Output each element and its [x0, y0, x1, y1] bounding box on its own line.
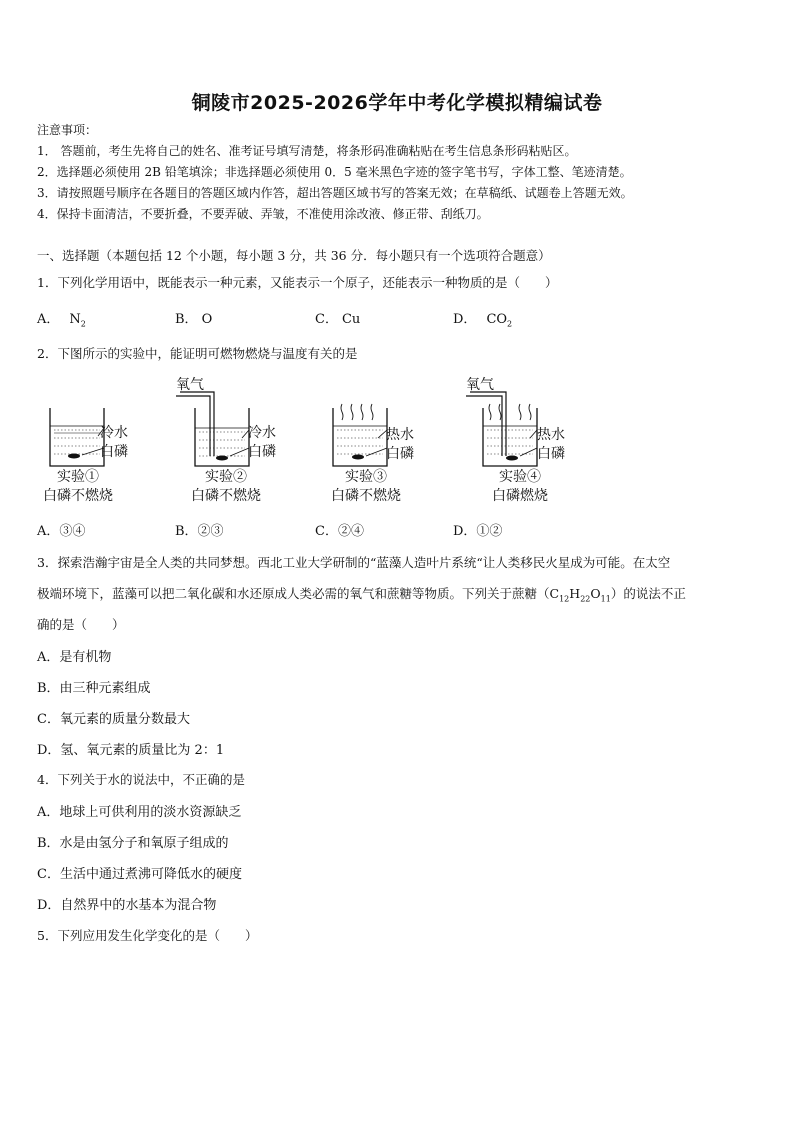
q2-option-a[interactable]: A．③④ [37, 524, 86, 539]
q2-option-b[interactable]: B．②③ [175, 524, 224, 539]
q1-option-c[interactable]: C． Cu [315, 312, 361, 327]
exp1-result: 白磷不燃烧 [43, 488, 113, 504]
notice-item-2: 2．选择题必须使用 2B 铅笔填涂；非选择题必须使用 0．5 毫米黑色字迹的签字笔书写，字体工整、笔迹清楚。 [37, 165, 632, 179]
exp4-water-label: 热水 [537, 427, 565, 443]
exp1-phosphorus-label: 白磷 [100, 444, 128, 460]
oxygen-label-2: 氧气 [176, 377, 204, 393]
q3-option-a[interactable]: A．是有机物 [37, 650, 112, 665]
exp4-phosphorus-label: 白磷 [537, 446, 565, 462]
exp3-water-label: 热水 [386, 427, 414, 443]
beaker-1 [50, 408, 104, 466]
q1-option-a[interactable]: A． $N_2$ [37, 312, 86, 329]
q3-option-d[interactable]: D．氢、氧元素的质量比为 2：1 [37, 743, 225, 758]
exp4-name: 实验④ [499, 469, 541, 485]
exp2-water-label: 冷水 [248, 425, 276, 441]
question-3-stem-line3: 确的是（ ） [37, 617, 125, 632]
notice-heading: 注意事项： [37, 123, 98, 137]
q3-option-b[interactable]: B．由三种元素组成 [37, 681, 151, 696]
exp4-result: 白磷燃烧 [492, 488, 548, 504]
notice-item-3: 3．请按照题号顺序在各题目的答题区域内作答，超出答题区域书写的答案无效；在草稿纸、试题卷上答题无效。 [37, 186, 633, 200]
exp2-phosphorus-label: 白磷 [248, 444, 276, 460]
question-3-stem-line1: 3．探索浩瀚宇宙是全人类的共同梦想。西北工业大学研制的“蓝藻人造叶片系统“让人类移民火星成为可能。在太空 [37, 555, 671, 570]
q2-option-d[interactable]: D．①② [453, 524, 503, 539]
section-heading: 一、选择题（本题包括 12 个小题，每小题 3 分，共 36 分．每小题只有一个选项符合题意） [37, 248, 551, 263]
question-5-stem: 5．下列应用发生化学变化的是（ ） [37, 928, 258, 943]
question-2-stem: 2．下图所示的实验中，能证明可燃物燃烧与温度有关的是 [37, 346, 358, 361]
notice-item-4: 4．保持卡面清洁，不要折叠，不要弄破、弄皱，不准使用涂改液、修正带、刮纸刀。 [37, 207, 489, 221]
question-4-stem: 4．下列关于水的说法中，不正确的是 [37, 772, 245, 787]
exp3-phosphorus-label: 白磷 [386, 446, 414, 462]
document-title: 铜陵市2025-2026学年中考化学模拟精编试卷 [191, 92, 603, 114]
exp1-name: 实验① [57, 469, 99, 485]
q2-option-c[interactable]: C．②④ [315, 524, 364, 539]
q4-option-c[interactable]: C．生活中通过煮沸可降低水的硬度 [37, 867, 242, 882]
beaker-3 [333, 404, 387, 466]
notice-item-1: 1． 答题前，考生先将自己的姓名、准考证号填写清楚，将条形码准确粘贴在考生信息条形码粘贴区。 [37, 144, 577, 158]
question-1-stem: 1．下列化学用语中，既能表示一种元素，又能表示一个原子，还能表示一种物质的是（ ） [37, 275, 558, 290]
q1-option-b[interactable]: B． O [175, 312, 213, 327]
q4-option-d[interactable]: D．自然界中的水基本为混合物 [37, 898, 217, 913]
exp1-water-label: 冷水 [100, 425, 128, 441]
exp2-name: 实验② [205, 469, 247, 485]
question-3-stem-line2: 极端环境下，蓝藻可以把二氧化碳和水还原成人类必需的氧气和蔗糖等物质。下列关于蔗糖$(C_{12}H_{22}O_{11})$的说法不正 [37, 586, 686, 604]
q1-option-d[interactable]: D． $CO_2$ [453, 312, 513, 329]
q4-option-a[interactable]: A．地球上可供利用的淡水资源缺乏 [37, 805, 242, 820]
q4-option-b[interactable]: B．水是由氢分子和氧原子组成的 [37, 836, 229, 851]
oxygen-label-4: 氧气 [466, 377, 494, 393]
exp2-result: 白磷不燃烧 [191, 488, 261, 504]
q3-option-c[interactable]: C．氧元素的质量分数最大 [37, 712, 190, 727]
exp3-name: 实验③ [345, 469, 387, 485]
sucrose-formula: $C_{12}H_{22}O_{11}$ [549, 586, 611, 604]
beaker-4 [466, 392, 537, 466]
beaker-2 [176, 392, 249, 466]
exp3-result: 白磷不燃烧 [331, 488, 401, 504]
